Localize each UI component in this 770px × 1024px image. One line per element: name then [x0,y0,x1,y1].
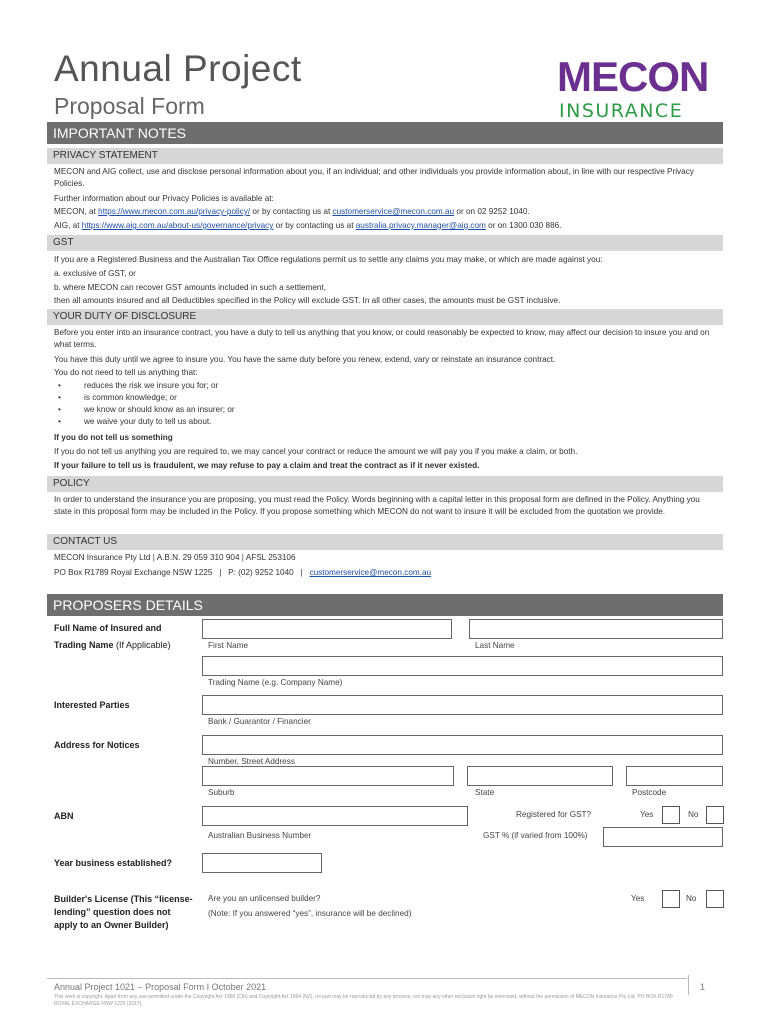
aig-privacy-link[interactable]: https://www.aig.com.au/about-us/governance/privacy [81,221,274,230]
unlicensed-question: Are you an unlicensed builder? [208,894,321,903]
last-name-field[interactable] [469,619,723,639]
duty-fraud: If your failure to tell us is fraudulent, we may refuse to pay a claim and treat the contract as if it never existed. [54,461,480,470]
mecon-privacy-link[interactable]: https://www.mecon.com.au/privacy-policy/ [98,207,251,216]
suburb-field[interactable] [202,766,454,786]
year-established-field[interactable] [202,853,322,873]
interested-parties-field[interactable] [202,695,723,715]
privacy-aig-line [54,220,718,232]
label-trading-name-text: Trading Name [54,640,114,650]
gst-l3: b. where MECON can recover GST amounts included in such a settlement, [54,283,326,292]
gst-yes-caption: Yes [640,810,654,819]
duty-p1: Before you enter into an insurance contract, you have a duty to tell us anything that you know, or could reasonably be expected to know, may affect our decision to insure you and on what terms. [54,328,710,349]
label-abn: ABN [54,811,74,821]
aig-prefix: AIG, at [54,221,82,230]
mecon-prefix: MECON, at [54,207,99,216]
footer-title: Annual Project 1021 – Proposal Form I October 2021 [54,982,267,992]
label-address: Address for Notices [54,740,140,750]
gst-l2: a. exclusive of GST, or [54,269,136,278]
bullet: • [58,405,61,414]
label-year-established: Year business established? [54,858,173,868]
street-address-field[interactable] [202,735,723,755]
label-builder-license-1: Builder's License (This “license- [54,894,193,904]
gst-pct-field[interactable] [603,827,723,847]
aig-email-link[interactable]: australia.privacy.manager@aig.com [355,221,486,230]
duty-p4: If you do not tell us anything you are required to, we may cancel your contract or reduce the amount we will pay you if you make a claim, or both. [54,447,578,456]
duty-not-tell-heading: If you do not tell us something [54,433,173,442]
first-name-field[interactable] [202,619,452,639]
page-number: 1 [700,982,706,992]
street-caption: Number, Street Address [208,757,295,766]
page-title: Annual Project [54,48,302,89]
gst-no-caption: No [688,810,699,819]
contact-l2: PO Box R1789 Royal Exchange NSW 1225 | P: (02) 9252 1040 | [54,568,310,577]
gst-pct-caption: GST % (if varied from 100%) [483,831,588,840]
gst-l1: If you are a Registered Business and the Australian Tax Office regulations permit us to settle any claims you may make, or which are made against you: [54,255,603,264]
abn-field[interactable] [202,806,468,826]
postcode-caption: Postcode [632,788,667,797]
gst-l4: then all amounts insured and all Deductibles specified in the Policy will exclude GST. In all other cases, the amounts must be GST inclusive. [54,296,561,305]
label-builder-license-3: apply to an Owner Builder) [54,920,169,930]
duty-p3: You do not need to tell us anything that: [54,368,198,377]
page-subtitle: Proposal Form [54,93,205,119]
gst-no-checkbox[interactable] [706,806,724,824]
subsection-contact: CONTACT US [47,534,723,550]
mecon-mid: or by contacting us at [250,207,333,216]
footer-divider [47,978,687,979]
state-caption: State [475,788,495,797]
last-name-caption: Last Name [475,641,515,650]
contact-l2-line [54,567,718,579]
bullet: • [58,393,61,402]
footer-vertical-divider [688,975,689,995]
builder-no-caption: No [686,894,697,903]
mecon-email-link[interactable]: customerservice@mecon.com.au [332,207,455,216]
postcode-field[interactable] [626,766,723,786]
gst-yes-checkbox[interactable] [662,806,680,824]
contact-email-link[interactable]: customerservice@mecon.com.au [309,568,432,577]
policy-p1: In order to understand the insurance you are proposing, you must read the Policy. Words beginning with a capital letter in this proposal form are defined in the Policy. Anything you state in this proposal form may be included in the Policy. If you propose something which MECON do not want to insure it will be excluded from the quotation we provide. [54,495,700,516]
aig-suffix: or on 1300 030 886. [485,221,562,230]
duty-bullet-1: reduces the risk we insure you for; or [84,381,219,390]
builder-yes-caption: Yes [631,894,645,903]
registered-gst-caption: Registered for GST? [516,810,592,819]
privacy-p1: MECON and AIG collect, use and disclose personal information about you, if an individual; and other individuals you provide information about, in line with our respective Privacy Policies. [54,167,694,188]
duty-p2: You have this duty until we agree to insure you. You have the same duty before you renew, extend, vary or reinstate an insurance contract. [54,355,556,364]
section-proposers-details: PROPOSERS DETAILS [47,594,723,616]
subsection-privacy: PRIVACY STATEMENT [47,148,723,164]
bank-caption: Bank / Guarantor / Financier [208,717,311,726]
privacy-p2: Further information about our Privacy Policies is available at: [54,194,274,203]
trading-name-field[interactable] [202,656,723,676]
label-full-name: Full Name of Insured and [54,623,162,633]
contact-l1: MECON Insurance Pty Ltd | A.B.N. 29 059 310 904 | AFSL 253106 [54,553,296,562]
subsection-policy: POLICY [47,476,723,492]
label-trading-name [54,640,171,650]
label-builder-license-2: lending” question does not [54,907,171,917]
mecon-logo [555,55,723,125]
logo-wordmark: MECON [557,53,709,100]
section-important-notes: IMPORTANT NOTES [47,122,723,144]
suburb-caption: Suburb [208,788,235,797]
subsection-gst: GST [47,235,723,251]
bullet: • [58,417,61,426]
state-field[interactable] [467,766,613,786]
first-name-caption: First Name [208,641,249,650]
builder-yes-checkbox[interactable] [662,890,680,908]
label-trading-name-note: (If Applicable) [113,640,171,650]
duty-bullet-4: we waive your duty to tell us about. [84,417,212,426]
aig-mid: or by contacting us at [273,221,356,230]
privacy-mecon-line [54,206,718,218]
mecon-suffix: or on 02 9252 1040. [454,207,530,216]
label-interested-parties: Interested Parties [54,700,130,710]
unlicensed-note: (Note: If you answered “yes”, insurance will be declined) [208,909,412,918]
trading-name-caption: Trading Name (e.g. Company Name) [208,678,343,687]
duty-bullet-2: is common knowledge; or [84,393,177,402]
duty-bullet-3: we know or should know as an insurer; or [84,405,235,414]
builder-no-checkbox[interactable] [706,890,724,908]
bullet: • [58,381,61,390]
footer-copyright: This work is copyright. Apart from any use permitted under the Copyright Act 1968 (Cth) and Copyright Act 1994 (NZ), no part may be reproduced by any process, nor may any other exclusive right be exercised, without the permission of MECON Insurance Pty Ltd, PO BOX R1789 ROYAL EXCHANGE NSW 1225 (2017). [54,994,673,1007]
logo-tagline: INSURANCE [559,100,684,122]
subsection-duty: YOUR DUTY OF DISCLOSURE [47,309,723,325]
abn-caption: Australian Business Number [208,831,312,840]
